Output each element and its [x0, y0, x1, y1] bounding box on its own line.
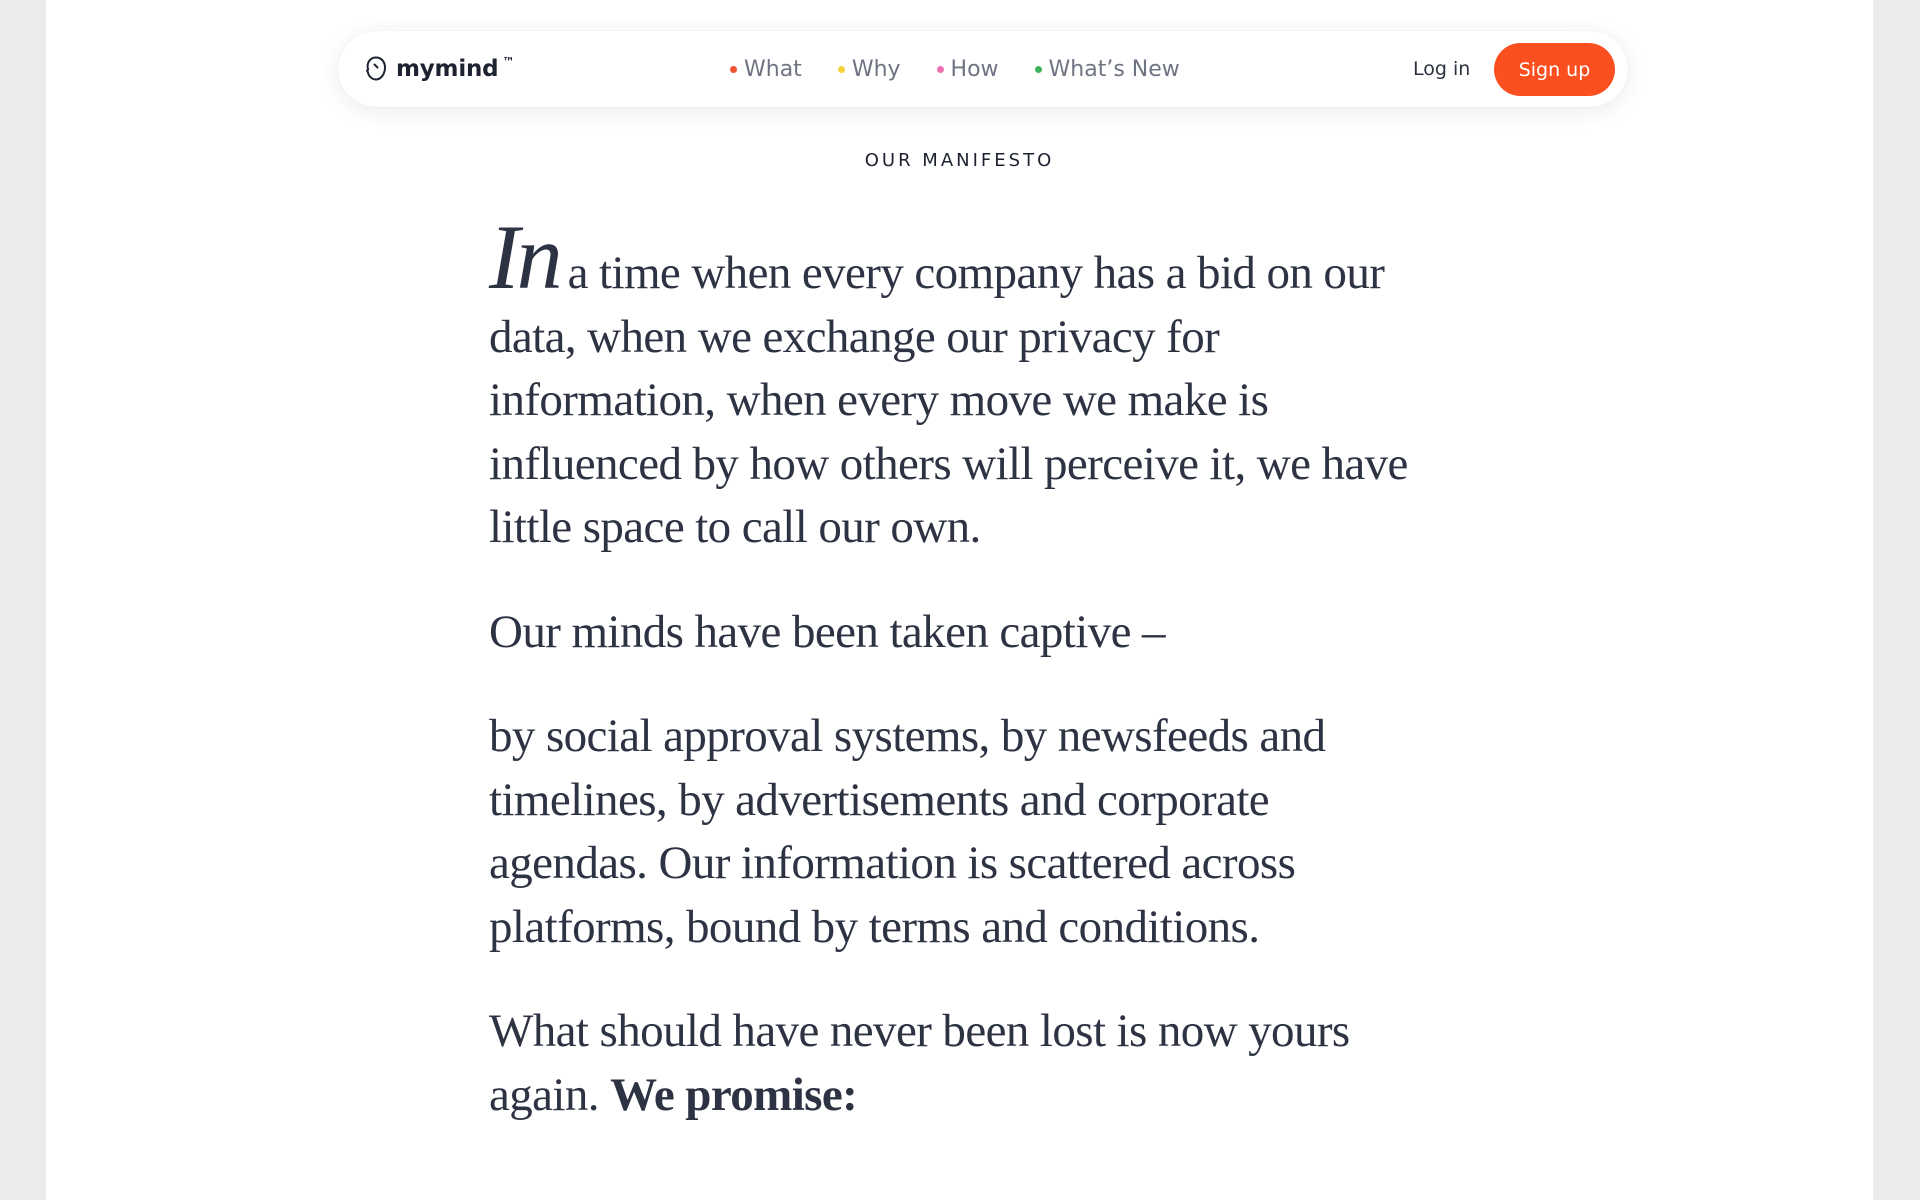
manifesto-paragraph-2: Our minds have been taken captive – [489, 605, 1165, 658]
nav-item-whats-new[interactable] [1035, 57, 1180, 82]
nav-item-how[interactable] [937, 57, 999, 82]
manifesto-paragraph-3: by social approval systems, by newsfeeds and timelines, by advertisements and corporate agendas. Our information is scattered across platforms, bound by terms and conditions. [489, 710, 1326, 953]
nav-item-label: What [744, 56, 802, 82]
manifesto-text [489, 206, 1429, 1168]
signup-button[interactable]: Sign up [1494, 43, 1615, 96]
mind-face-icon [364, 55, 388, 83]
main-menu [730, 31, 1180, 107]
page [46, 0, 1873, 1200]
trademark-symbol: ™ [502, 55, 515, 69]
login-link[interactable]: Log in [1413, 58, 1471, 80]
section-eyebrow: OUR MANIFESTO [864, 150, 1055, 171]
nav-item-what[interactable] [730, 57, 802, 82]
nav-item-label: Why [851, 56, 901, 82]
nav-item-why[interactable] [838, 57, 901, 82]
promise-emphasis: We promise: [610, 1068, 858, 1121]
top-navigation [338, 31, 1628, 107]
manifesto-paragraph-4 [489, 1000, 1429, 1127]
red-dot-icon [730, 66, 737, 73]
pink-dot-icon [937, 66, 944, 73]
brand-logo-link[interactable] [364, 31, 514, 107]
green-dot-icon [1035, 66, 1042, 73]
nav-item-label: What’s New [1048, 56, 1180, 82]
manifesto-paragraph-1 [489, 206, 1429, 560]
paragraph-text: a time when every company has a bid on our data, when we exchange our privacy for information, when every move we make is influenced by how others will perceive it, we have little space to call our own. [489, 247, 1408, 553]
brand-name: mymind [396, 56, 499, 82]
nav-item-label: How [950, 56, 999, 82]
paragraph-text: What should have never been lost is now yours again. [489, 1005, 1350, 1121]
drop-cap: In [489, 206, 560, 308]
yellow-dot-icon [838, 66, 845, 73]
